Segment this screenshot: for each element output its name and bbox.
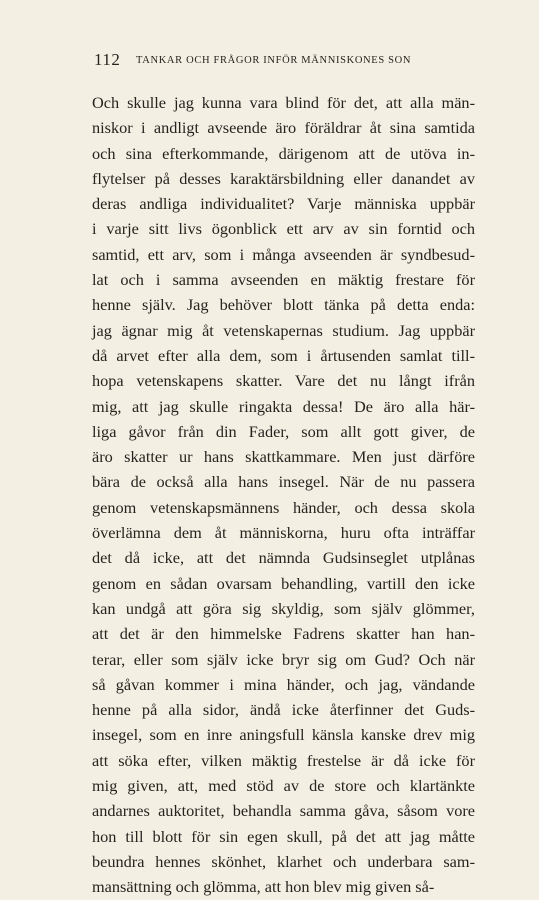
text-line: mansättning och glömma, att hon blev mig given så- [92,877,435,897]
text-line: och sina efterkommande, därigenom att de utöva in- [92,143,475,163]
text-line: henne själv. Jag behöver blott tänka på detta enda: [92,295,475,315]
running-head [94,50,466,70]
text-line: flytelser på desses karaktärsbildning eller danandet av [92,168,475,188]
text-line: så gåvan kommer i mina händer, och jag, vändande [92,674,475,694]
text-line: andarnes auktoritet, behandla samma gåva, såsom vore [92,801,475,821]
text-line: jag ägnar mig åt vetenskapernas studium. Jag uppbär [92,320,475,340]
text-line: samtid, ett arv, som i många avseenden är syndbesud- [92,244,475,264]
text-line: henne på alla sidor, ändå icke återfinner det Guds- [92,700,475,720]
text-line: lat och i samma avseenden en mäktig frestare för [92,270,475,290]
text-line: överlämna dem åt människorna, huru ofta inträffar [92,523,475,543]
text-line: mig given, att, med stöd av de store och klartänkte [92,776,475,796]
text-line: hon till blott för sin egen skull, på det att jag måtte [92,826,475,846]
text-line: genom vetenskapsmännens händer, och dessa skola [92,497,475,517]
text-line: terar, eller som själv icke bryr sig om Gud? Och när [92,649,475,669]
text-line: det då icke, att det nämnda Gudsinseglet utplånas [92,548,475,568]
text-line: att det är den himmelske Fadrens skatter han han- [92,624,475,644]
text-line: beundra hennes skönhet, klarhet och underbara sam- [92,851,475,871]
text-line: Och skulle jag kunna vara blind för det, att alla män- [92,93,475,112]
text-line: kan undgå att göra sig skyldig, som själv glömmer, [92,598,475,618]
body-text [92,90,475,900]
text-line: mig, att jag skulle ringakta dessa! De äro alla här- [92,396,475,416]
text-line: deras andliga individualitet? Varje människa uppbär [92,194,475,214]
text-line: insegel, som en inre aningsfull känsla kanske drev mig [92,725,475,745]
text-line: i varje sitt livs ögonblick ett arv av sin forntid och [92,219,475,239]
text-line: att söka efter, vilken mäktig frestelse är då icke för [92,750,475,770]
text-line: bära de också alla hans insegel. När de nu passera [92,472,475,492]
text-line: liga gåvor från din Fader, som allt gott giver, de [92,421,475,441]
text-line: hopa vetenskapens skatter. Vare det nu långt ifrån [92,371,475,391]
text-line: äro skatter ur hans skattkammare. Men just därföre [92,447,475,467]
text-line: då arvet efter alla dem, som i årtusenden samlat till- [92,345,475,365]
text-line: genom en sådan ovarsam behandling, vartill den icke [92,573,475,593]
text-line: niskor i andligt avseende äro föräldrar åt sina samtida [92,118,475,138]
page-number: 112 [94,50,121,69]
running-title: TANKAR OCH FRÅGOR INFÖR MÄNNISKONES SON [136,55,412,66]
